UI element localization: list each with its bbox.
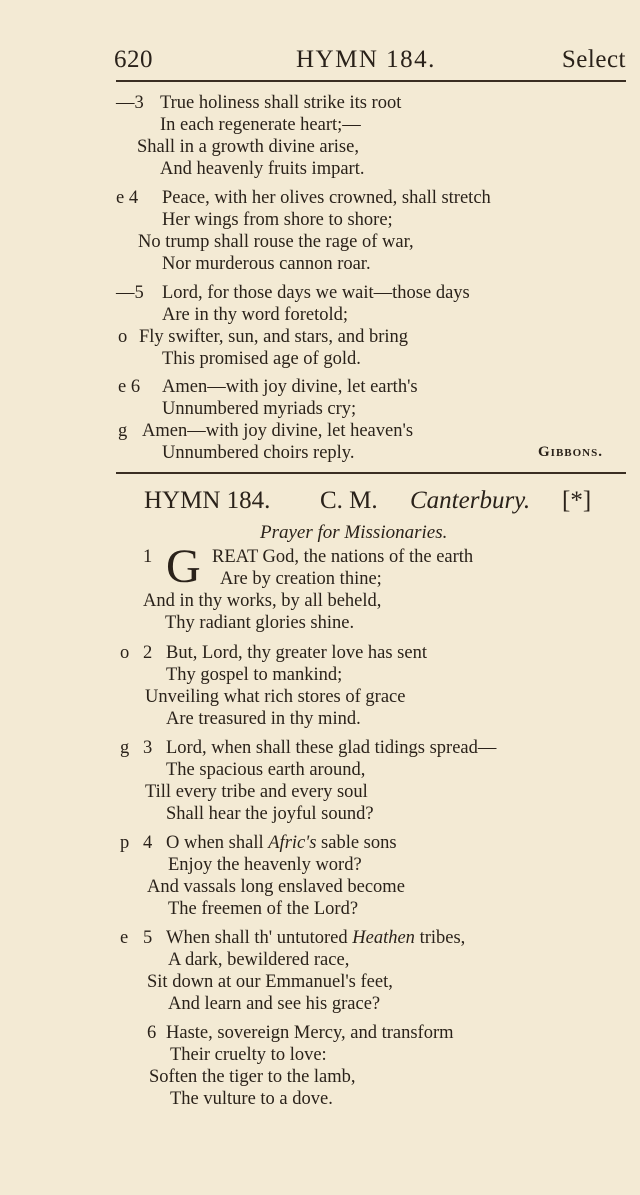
stanza-number: 1 bbox=[143, 547, 153, 567]
running-title: HYMN 184. bbox=[296, 46, 436, 73]
verse-line: Thy radiant glories shine. bbox=[165, 613, 355, 633]
author-attribution: Gibbons. bbox=[538, 444, 603, 460]
stanza-number: 3 bbox=[143, 738, 153, 758]
verse-line: When shall th' untutored Heathen tribes, bbox=[166, 928, 466, 948]
verse-line: A dark, bewildered race, bbox=[168, 950, 350, 970]
verse-line: Fly swifter, sun, and stars, and bring bbox=[139, 327, 409, 347]
page-number: 620 bbox=[114, 46, 153, 73]
verse-line: Shall in a growth divine arise, bbox=[137, 137, 359, 157]
hymn-number: HYMN 184. bbox=[144, 487, 271, 514]
verse-line: Unnumbered choirs reply. bbox=[162, 443, 355, 463]
hymn-subtitle: Prayer for Missionaries. bbox=[260, 522, 448, 543]
verse-line: REAT God, the nations of the earth bbox=[212, 547, 474, 567]
hymn-separator-rule bbox=[116, 472, 626, 474]
hymn-meter: C. M. bbox=[320, 487, 378, 514]
dynamic-mark: g bbox=[118, 421, 128, 441]
stanza-mark: e 6 bbox=[118, 377, 141, 397]
verse-line: And in thy works, by all beheld, bbox=[143, 591, 382, 611]
dynamic-mark: o bbox=[118, 327, 128, 347]
verse-line: True holiness shall strike its root bbox=[160, 93, 402, 113]
verse-line: Are in thy word foretold; bbox=[162, 305, 348, 325]
verse-line: Lord, for those days we wait—those days bbox=[162, 283, 470, 303]
stanza-number: 5 bbox=[143, 928, 153, 948]
verse-line: In each regenerate heart;— bbox=[160, 115, 361, 135]
verse-line: And heavenly fruits impart. bbox=[160, 159, 365, 179]
verse-line: Enjoy the heavenly word? bbox=[168, 855, 362, 875]
verse-line: Amen—with joy divine, let earth's bbox=[162, 377, 418, 397]
verse-line: No trump shall rouse the rage of war, bbox=[138, 232, 414, 252]
verse-line: Shall hear the joyful sound? bbox=[166, 804, 374, 824]
verse-line: The spacious earth around, bbox=[166, 760, 366, 780]
section-title: Select bbox=[561, 46, 626, 73]
stanza-mark: e 4 bbox=[116, 188, 139, 208]
verse-line: Amen—with joy divine, let heaven's bbox=[142, 421, 414, 441]
verse-line: Thy gospel to mankind; bbox=[166, 665, 343, 685]
hymn-note: [*] bbox=[562, 487, 592, 514]
dynamic-mark: g bbox=[120, 738, 130, 758]
verse-line: Peace, with her olives crowned, shall stretch bbox=[162, 188, 491, 208]
stanza-number: 6 bbox=[147, 1023, 157, 1043]
verse-line: Her wings from shore to shore; bbox=[162, 210, 393, 230]
verse-line: The freemen of the Lord? bbox=[168, 899, 359, 919]
verse-line: O when shall Afric's sable sons bbox=[166, 833, 397, 853]
verse-line: Lord, when shall these glad tidings spread— bbox=[166, 738, 497, 758]
verse-line: Unnumbered myriads cry; bbox=[162, 399, 357, 419]
verse-line: Sit down at our Emmanuel's feet, bbox=[147, 972, 393, 992]
verse-line: Their cruelty to love: bbox=[170, 1045, 327, 1065]
stanza-number: 4 bbox=[143, 833, 153, 853]
verse-line: And vassals long enslaved become bbox=[147, 877, 405, 897]
verse-line: Are treasured in thy mind. bbox=[166, 709, 361, 729]
verse-line: Are by creation thine; bbox=[220, 569, 382, 589]
verse-line: Till every tribe and every soul bbox=[145, 782, 368, 802]
dynamic-mark: o bbox=[120, 643, 130, 663]
verse-line: And learn and see his grace? bbox=[168, 994, 381, 1014]
verse-line: Nor murderous cannon roar. bbox=[162, 254, 371, 274]
page-header bbox=[114, 46, 626, 80]
stanza-number: 2 bbox=[143, 643, 153, 663]
verse-line: The vulture to a dove. bbox=[170, 1089, 333, 1109]
verse-line: Haste, sovereign Mercy, and transform bbox=[166, 1023, 454, 1043]
stanza-mark: —3 bbox=[116, 93, 144, 113]
verse-line: This promised age of gold. bbox=[162, 349, 361, 369]
dynamic-mark: p bbox=[120, 833, 130, 853]
drop-cap: G bbox=[166, 540, 201, 593]
verse-line: Unveiling what rich stores of grace bbox=[145, 687, 406, 707]
stanza-mark: —5 bbox=[116, 283, 144, 303]
tune-name: Canterbury. bbox=[410, 487, 531, 514]
header-rule bbox=[116, 80, 626, 82]
verse-line: But, Lord, thy greater love has sent bbox=[166, 643, 427, 663]
dynamic-mark: e bbox=[120, 928, 129, 948]
verse-line: Soften the tiger to the lamb, bbox=[149, 1067, 356, 1087]
